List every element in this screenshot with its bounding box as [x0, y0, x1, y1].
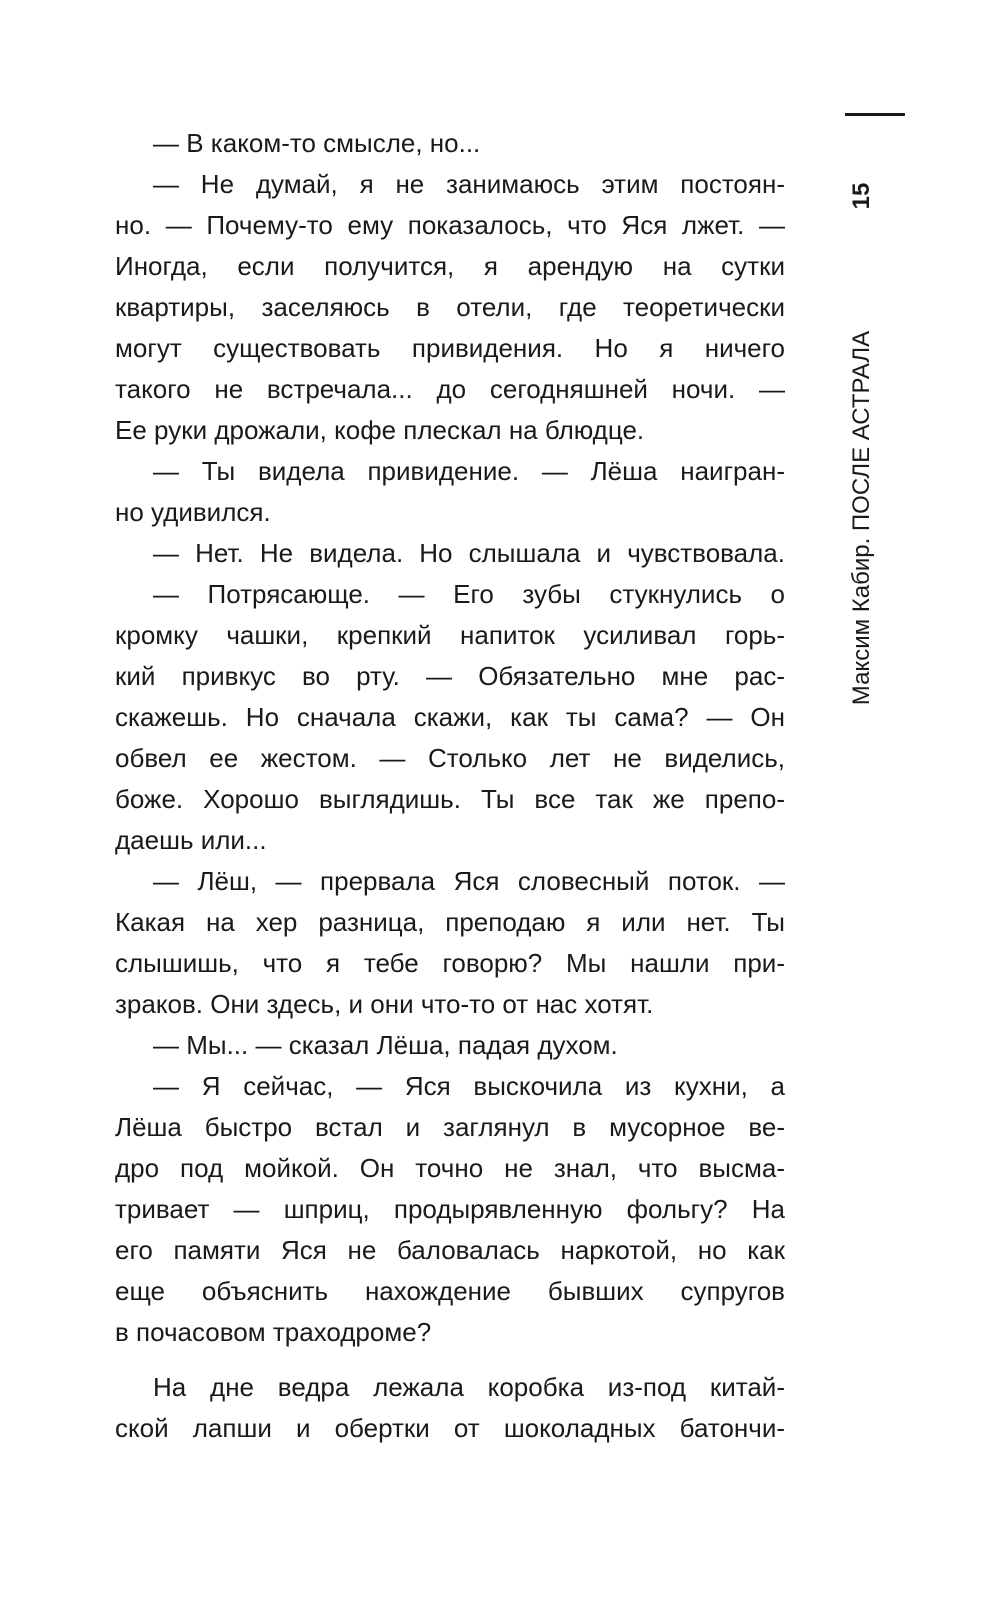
- body-text: [115, 123, 785, 1449]
- running-head-title: Максим Кабир. ПОСЛЕ АСТРАЛА: [848, 330, 875, 706]
- text-line: квартиры, заселяюсь в отели, где теоретически: [115, 292, 785, 322]
- text-line: ской лапши и обертки от шоколадных батончи-: [115, 1413, 785, 1443]
- text-line: кий привкус во рту. — Обязательно мне рас-: [115, 661, 785, 691]
- text-line: скажешь. Но сначала скажи, как ты сама? — Он: [115, 702, 785, 732]
- running-head-rule: [845, 113, 905, 116]
- text-line: в почасовом траходроме?: [115, 1317, 432, 1347]
- text-line: кромку чашки, крепкий напиток усиливал горь-: [115, 620, 785, 650]
- text-line: но удивился.: [115, 497, 271, 527]
- text-line: боже. Хорошо выглядишь. Ты все так же препо-: [115, 784, 785, 814]
- text-line: Иногда, если получится, я арендую на сутки: [115, 251, 785, 281]
- text-line: его памяти Яся не баловалась наркотой, но как: [115, 1235, 785, 1265]
- text-line: тривает — шприц, продырявленную фольгу? На: [115, 1194, 785, 1224]
- text-line: — В каком-то смысле, но...: [153, 128, 481, 158]
- text-line: обвел ее жестом. — Столько лет не виделись,: [115, 743, 785, 773]
- text-line: такого не встречала... до сегодняшней ночи. —: [115, 374, 785, 404]
- text-line: — Ты видела привидение. — Лёша наигран-: [153, 456, 785, 486]
- text-line: На дне ведра лежала коробка из-под китай-: [153, 1372, 785, 1402]
- text-line: — Лёш, — прервала Яся словесный поток. —: [153, 866, 785, 896]
- text-line: — Я сейчас, — Яся выскочила из кухни, а: [153, 1071, 785, 1101]
- text-line: дро под мойкой. Он точно не знал, что высма-: [115, 1153, 785, 1183]
- text-line: зраков. Они здесь, и они что-то от нас хотят.: [115, 989, 654, 1019]
- text-line: — Не думай, я не занимаюсь этим постоян-: [153, 169, 785, 199]
- text-line: — Мы... — сказал Лёша, падая духом.: [153, 1030, 618, 1060]
- text-line: слышишь, что я тебе говорю? Мы нашли при-: [115, 948, 785, 978]
- text-line: еще объяснить нахождение бывших супругов: [115, 1276, 785, 1306]
- text-line: Лёша быстро встал и заглянул в мусорное ве-: [115, 1112, 785, 1142]
- text-line: могут существовать привидения. Но я ничего: [115, 333, 785, 363]
- text-line: даешь или...: [115, 825, 267, 855]
- text-line: но. — Почему-то ему показалось, что Яся лжет. —: [115, 210, 785, 240]
- text-line: — Потрясающе. — Его зубы стукнулись о: [153, 579, 785, 609]
- text-line: Ее руки дрожали, кофе плескал на блюдце.: [115, 415, 645, 445]
- text-line: Какая на хер разница, преподаю я или нет. Ты: [115, 907, 785, 937]
- page-number: 15: [848, 182, 875, 210]
- text-line: — Нет. Не видела. Но слышала и чувствовала.: [153, 538, 785, 568]
